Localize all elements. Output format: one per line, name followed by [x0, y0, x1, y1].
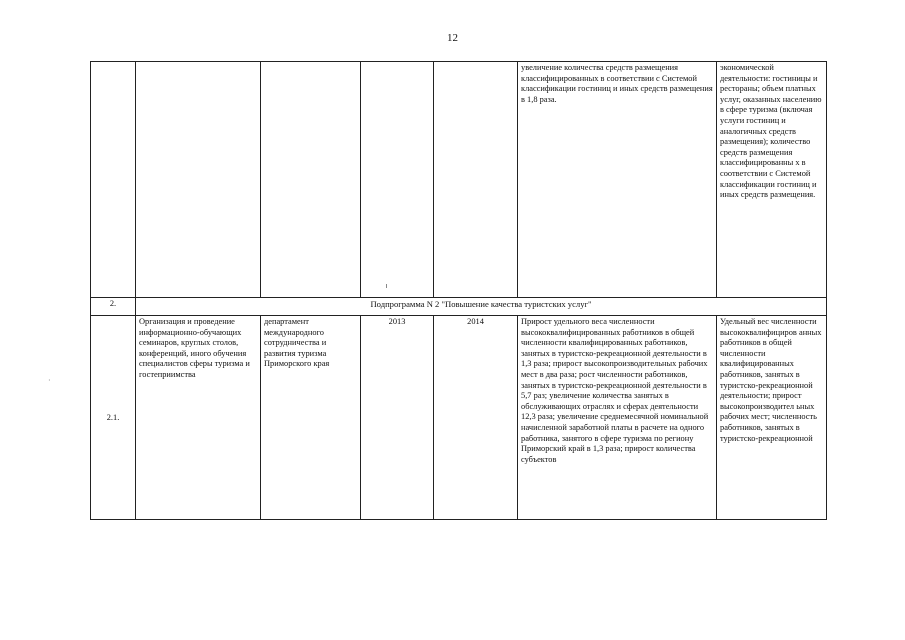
cell-indicators: экономической деятельности: гостиницы и рестораны; объем платных услуг, оказанных населению в сфере туризма (включая услуги гостиниц и аналогичных средств размещения); количество средств размещения классифицированны х в соответствии с Системой классификации гостиниц и иных средств размещения.: [717, 62, 827, 298]
cell-event: [136, 62, 261, 298]
cell-section-title: Подпрограмма N 2 "Повышение качества туристских услуг": [136, 298, 827, 316]
program-table: [90, 61, 827, 520]
cell-event: Организация и проведение информационно-обучающих семинаров, круглых столов, конференций, иного обучения специалистов сферы туризма и гостеприимства: [136, 316, 261, 520]
cell-number: 2.1.: [91, 316, 136, 520]
cell-start-year: [361, 62, 434, 298]
cell-expected-result: увеличение количества средств размещения классифицированных в соответствии с Системой классификации гостиниц и иных средств размещения в 1,8 раза.: [518, 62, 717, 298]
cell-end-year: 2014: [434, 316, 518, 520]
table-row-2-1: [91, 316, 827, 520]
cell-number: [91, 62, 136, 298]
cell-executor: департамент международного сотрудничества и развития туризма Приморского края: [261, 316, 361, 520]
cell-indicators: Удельный вес численности высококвалифициров анных работников в общей численности квалифицированных работников, занятых в туристско-рекреационной деятельности; прирост высокопроизводител ьных рабочих мест; численность работников, занятых в туристско-рекреационной: [717, 316, 827, 520]
cell-executor: [261, 62, 361, 298]
stray-mark: ·: [48, 376, 51, 385]
page-number: 12: [447, 32, 458, 44]
cell-start-year: 2013: [361, 316, 434, 520]
table-row-continuation: [91, 62, 827, 298]
cell-section-number: 2.: [91, 298, 136, 316]
table-row-section: [91, 298, 827, 316]
cell-end-year: [434, 62, 518, 298]
cell-expected-result: Прирост удельного веса численности высококвалифицированных работников в общей численности квалифицированных работников, занятых в туристско-рекреационной деятельности в 1,3 раза; прирост высокопроизводительных рабочих мест в два раза; рост численности работников, занятых в туристско-рекреационной деятельности в 5,7 раз; увеличение количества занятых в обслуживающих отраслях и сферах деятельности 12,3 раза; увеличение среднемесячной номинальной начисленной заработной платы в расчете на одного работника, занятого в сфере туризма по региону Приморский край в 1,3 раза; прирост количества субъектов: [518, 316, 717, 520]
